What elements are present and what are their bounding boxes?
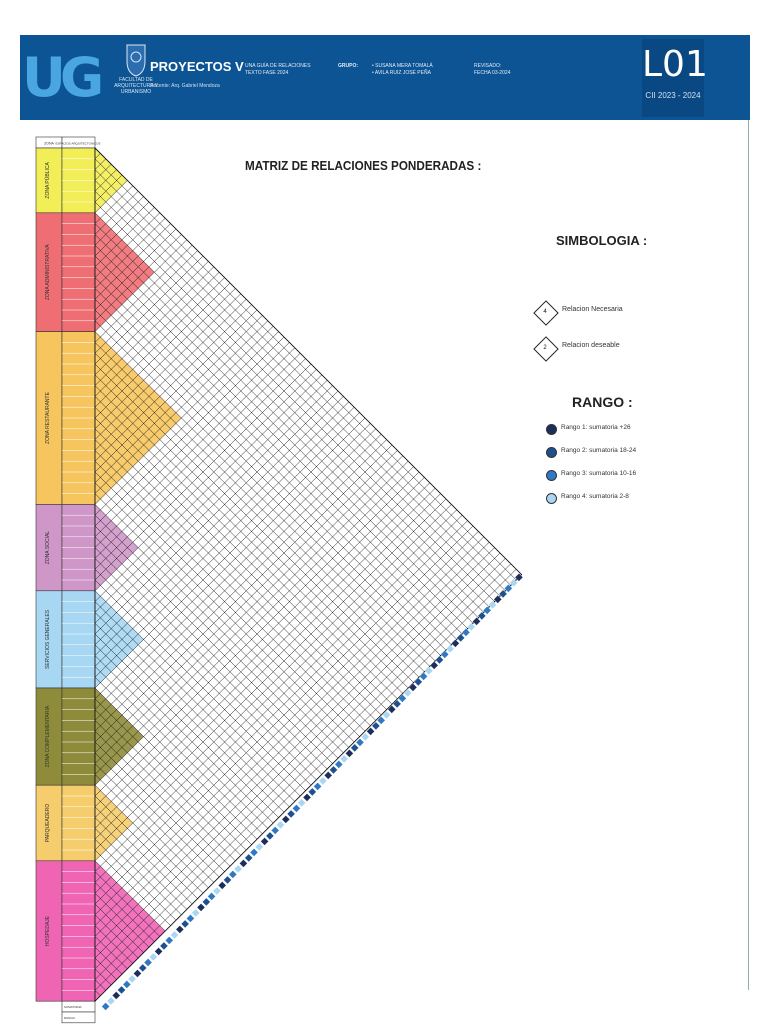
range-cell [414,678,422,686]
range-cell [149,953,157,961]
matrix-title: MATRIZ DE RELACIONES PONDERADAS : [245,158,482,173]
course-subtitle: Docente: Arq. Gabriel Mendoza [150,83,220,89]
range-cell [420,672,428,680]
footer-row-label: SUMATORIA [64,1005,82,1010]
space-column-cell [62,785,95,861]
range-cell [176,925,184,933]
member-line: • AVILA RUIZ JOSÉ PEÑA [372,70,431,76]
range-cell [224,876,232,884]
range-cell [446,645,454,653]
range-cell [324,771,332,779]
symbol-label: Relacion Necesaria [562,306,623,313]
academic-cycle: CII 2023 - 2024 [645,91,701,100]
grid-line [95,299,446,650]
range-cell [425,667,433,675]
zone-label: SERVICIOS GENERALES [45,609,51,669]
symbology-title: SIMBOLOGIA : [556,233,648,248]
group-label: GRUPO: [338,63,358,69]
range-cell [123,980,131,988]
range-cell [139,964,147,972]
space-column-cell [62,861,95,1001]
zone-label: ZONA ADMINISTRATIVA [45,244,51,301]
sheet-number: L01 [642,44,708,85]
space-column-cell [62,213,95,332]
symbol-label: Relacion deseable [562,342,620,349]
range-dot-icon [546,470,557,481]
range-cell [202,898,210,906]
grid-line [95,407,392,704]
zone-relation-triangle [95,148,127,213]
range-cell [271,826,279,834]
grid-line [95,472,360,737]
range-cell [133,969,141,977]
grid-line [95,364,414,683]
range-cell [436,656,444,664]
range-dot-icon [546,493,557,504]
grid-line [95,148,522,575]
range-cell [457,634,465,642]
range-cell [430,661,438,669]
range-label: Rango 2: sumatoria 18-24 [561,447,637,454]
zone-label: ZONA COMPLEMENTARIA [45,705,51,768]
range-cell [282,815,290,823]
range-cell [308,788,316,796]
range-cell [128,975,136,983]
range-cell [488,601,496,609]
info-line: TEXTO FASE 2024 [245,70,289,76]
range-cell [335,760,343,768]
grid-line [95,423,370,698]
zone-label: ZONA PÚBLICA [45,162,51,199]
footer-row-label: RANGO [64,1016,76,1020]
grid-line [95,531,478,914]
symbol-value: 4 [543,309,547,315]
range-dot-icon [546,424,557,435]
range-cell [314,782,322,790]
grid-line [95,553,500,958]
member-line: • SUSANA MERA TOMALÁ [372,63,433,69]
range-cell [213,887,221,895]
range-cell [451,639,459,647]
grid-line [95,445,392,742]
grid-line [95,499,446,850]
grid-line [95,342,424,671]
grid-line [95,477,424,806]
range-label: Rango 1: sumatoria +26 [561,424,631,431]
range-cell [192,909,200,917]
crest-text: FACULTAD DE ARQUITECTURA Y URBANISMO [114,77,158,95]
zone-label: HOSPEDAJE [45,915,51,947]
zone-label: ZONA RESTAURANTE [45,392,51,444]
space-header-label: ESPACIOS ARQUITECTONICOS [55,141,101,146]
range-cell [160,942,168,950]
range-title: RANGO : [572,394,633,410]
grid-line [95,542,489,936]
matrix-outline [95,148,522,1001]
zone-label: PARQUEADERO [45,803,51,843]
symbol-value: 2 [543,345,547,351]
range-cell [112,991,120,999]
range-cell [330,766,338,774]
range-cell [165,936,173,944]
space-column-cell [62,688,95,785]
info-line: UNA GUÍA DE RELACIONES [245,63,311,69]
range-cell [197,903,205,911]
range-cell [239,859,247,867]
range-cell [229,870,237,878]
range-cell [144,958,152,966]
range-cell [261,837,269,845]
grid-line [95,429,381,715]
range-cell [494,595,502,603]
zone-header-label: ZONA [44,141,54,146]
range-cell [218,881,226,889]
range-cell [393,700,401,708]
range-cell [102,1002,110,1010]
range-cell [277,821,285,829]
range-cell [483,606,491,614]
grid-line [95,521,468,894]
range-cell [404,689,412,697]
range-label: Rango 3: sumatoria 10-16 [561,470,637,477]
range-cell [467,623,475,631]
space-column-cell [62,591,95,688]
grid-line [95,278,457,640]
range-cell [266,832,274,840]
range-cell [303,793,311,801]
review-line: REVISADO: [474,63,502,69]
range-dot-icon [546,447,557,458]
zone-label: ZONA SOCIAL [45,530,51,565]
grid-line [95,450,370,725]
range-cell [462,628,470,636]
range-cell [155,947,163,955]
range-cell [171,931,179,939]
range-cell [499,590,507,598]
grid-line [95,510,457,872]
grid-line [95,494,349,748]
range-cell [107,997,115,1005]
range-cell [255,843,263,851]
range-cell [473,617,481,625]
range-cell [478,612,486,620]
range-cell [345,749,353,757]
grid-line [95,434,381,720]
range-cell [250,848,258,856]
range-cell [292,804,300,812]
range-cell [118,986,126,994]
range-cell [287,810,295,818]
range-cell [351,744,359,752]
range-cell [409,683,417,691]
course-title: PROYECTOS V [150,59,244,74]
range-cell [186,914,194,922]
review-line: FECHA 03-2024 [474,70,511,76]
range-cell [234,865,242,873]
range-cell [340,755,348,763]
range-cell [319,777,327,785]
range-cell [208,892,216,900]
grid-line [95,580,306,791]
grid-line [95,731,230,866]
university-logo: UG [22,46,99,109]
range-label: Rango 4: sumatoria 2-8 [561,493,629,500]
range-cell [181,920,189,928]
range-cell [298,799,306,807]
range-cell [245,854,253,862]
range-cell [398,694,406,702]
range-cell [441,650,449,658]
